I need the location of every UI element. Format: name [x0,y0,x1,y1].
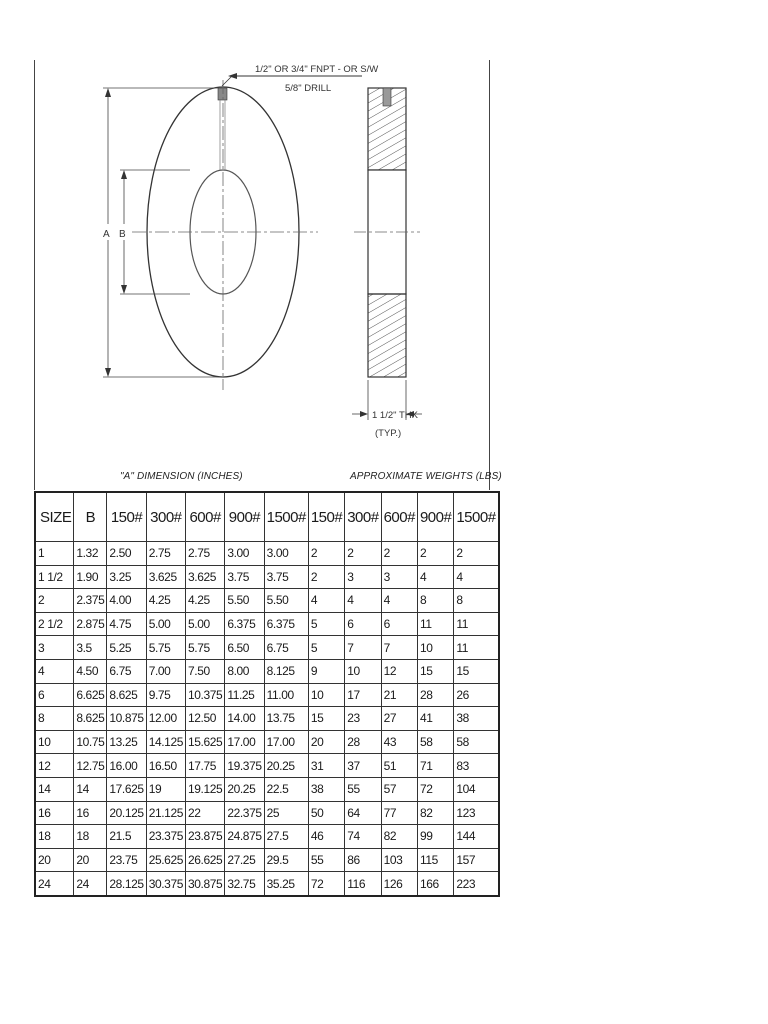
cell-a-150: 21.5 [107,825,146,849]
cell-weight-900: 4 [417,565,453,589]
cell-weight-1500: 26 [454,683,499,707]
table-row [35,777,499,801]
cell-a-150: 4.75 [107,612,146,636]
cell-a-900: 24.875 [225,825,264,849]
cell-weight-1500: 123 [454,801,499,825]
cell-weight-600: 82 [381,825,417,849]
cell-weight-1500: 104 [454,777,499,801]
typical-note: (TYP.) [375,428,402,439]
cell-a-300: 12.00 [146,707,185,731]
cell-weight-150: 5 [308,636,344,660]
cell-a-600: 5.75 [186,636,225,660]
cell-a-600: 22 [186,801,225,825]
table-row [35,565,499,589]
cell-weight-1500: 2 [454,542,499,566]
cell-weight-1500: 4 [454,565,499,589]
side-view-lower-section [368,294,406,377]
cell-weight-300: 6 [345,612,381,636]
cell-a-600: 2.75 [186,542,225,566]
table-row [35,589,499,613]
cell-weight-600: 43 [381,730,417,754]
cell-weight-300: 23 [345,707,381,731]
cell-weight-900: 115 [417,848,453,872]
cell-a-900: 19.375 [225,754,264,778]
cell-weight-1500: 8 [454,589,499,613]
cell-a-600: 26.625 [186,848,225,872]
table-row [35,683,499,707]
cell-weight-300: 17 [345,683,381,707]
cell-weight-600: 57 [381,777,417,801]
cell-a-1500: 25 [264,801,308,825]
cell-a-150: 6.75 [107,659,146,683]
cell-a-150: 16.00 [107,754,146,778]
cell-a-1500: 13.75 [264,707,308,731]
cell-weight-150: 31 [308,754,344,778]
cell-b: 2.875 [74,612,107,636]
cell-weight-150: 10 [308,683,344,707]
cell-weight-150: 4 [308,589,344,613]
cell-a-1500: 35.25 [264,872,308,896]
cell-a-900: 8.00 [225,659,264,683]
header-a-1500: 1500# [264,492,308,542]
dimension-weight-table [34,491,500,897]
cell-b: 10.75 [74,730,107,754]
cell-weight-300: 74 [345,825,381,849]
cell-weight-900: 10 [417,636,453,660]
cell-b: 2.375 [74,589,107,613]
cell-a-150: 17.625 [107,777,146,801]
table-body [35,542,499,896]
cell-size: 1 [35,542,74,566]
cell-a-600: 17.75 [186,754,225,778]
cell-weight-600: 2 [381,542,417,566]
cell-a-1500: 20.25 [264,754,308,778]
cell-b: 1.32 [74,542,107,566]
cell-weight-600: 126 [381,872,417,896]
header-a-150: 150# [107,492,146,542]
cell-weight-300: 2 [345,542,381,566]
cell-weight-300: 4 [345,589,381,613]
cell-a-1500: 3.00 [264,542,308,566]
cell-weight-150: 46 [308,825,344,849]
cell-size: 24 [35,872,74,896]
table-row [35,636,499,660]
cell-size: 2 [35,589,74,613]
cell-weight-1500: 15 [454,659,499,683]
cell-weight-150: 9 [308,659,344,683]
cell-size: 16 [35,801,74,825]
cell-weight-600: 77 [381,801,417,825]
cell-weight-1500: 223 [454,872,499,896]
cell-size: 1 1/2 [35,565,74,589]
table-row [35,730,499,754]
cell-a-300: 4.25 [146,589,185,613]
cell-a-300: 23.375 [146,825,185,849]
cell-a-900: 5.50 [225,589,264,613]
cell-weight-900: 166 [417,872,453,896]
cell-weight-150: 2 [308,565,344,589]
cell-a-300: 5.00 [146,612,185,636]
table-row [35,659,499,683]
cell-weight-1500: 144 [454,825,499,849]
cell-weight-150: 38 [308,777,344,801]
cell-a-1500: 22.5 [264,777,308,801]
cell-a-150: 28.125 [107,872,146,896]
cell-b: 4.50 [74,659,107,683]
cell-weight-150: 15 [308,707,344,731]
cell-a-1500: 29.5 [264,848,308,872]
cell-weight-150: 2 [308,542,344,566]
cell-b: 18 [74,825,107,849]
cell-a-600: 19.125 [186,777,225,801]
header-size: SIZE [35,492,74,542]
cell-weight-600: 3 [381,565,417,589]
cell-b: 16 [74,801,107,825]
cell-a-600: 3.625 [186,565,225,589]
cell-a-600: 15.625 [186,730,225,754]
cell-a-150: 13.25 [107,730,146,754]
cell-size: 3 [35,636,74,660]
cell-size: 4 [35,659,74,683]
header-weight-300: 300# [345,492,381,542]
table-row [35,707,499,731]
cell-weight-300: 3 [345,565,381,589]
cell-a-1500: 11.00 [264,683,308,707]
cell-size: 6 [35,683,74,707]
cell-a-150: 3.25 [107,565,146,589]
cell-a-300: 2.75 [146,542,185,566]
cell-a-1500: 17.00 [264,730,308,754]
table-row [35,612,499,636]
cell-a-300: 5.75 [146,636,185,660]
thickness-note: 1 1/2" THK [372,410,418,421]
cell-a-300: 19 [146,777,185,801]
cell-weight-600: 27 [381,707,417,731]
cell-a-1500: 5.50 [264,589,308,613]
cell-a-150: 10.875 [107,707,146,731]
cell-a-900: 32.75 [225,872,264,896]
header-weight-150: 150# [308,492,344,542]
cell-weight-150: 20 [308,730,344,754]
header-weight-1500: 1500# [454,492,499,542]
cell-weight-1500: 11 [454,636,499,660]
cell-a-1500: 6.75 [264,636,308,660]
cell-weight-1500: 11 [454,612,499,636]
cell-a-900: 3.75 [225,565,264,589]
cell-b: 1.90 [74,565,107,589]
cell-weight-1500: 38 [454,707,499,731]
cell-a-150: 8.625 [107,683,146,707]
cell-weight-600: 103 [381,848,417,872]
table-row [35,801,499,825]
cell-size: 2 1/2 [35,612,74,636]
cell-weight-900: 15 [417,659,453,683]
cell-weight-300: 28 [345,730,381,754]
cell-size: 20 [35,848,74,872]
cell-a-150: 20.125 [107,801,146,825]
cell-a-600: 30.875 [186,872,225,896]
cell-weight-1500: 83 [454,754,499,778]
cell-size: 14 [35,777,74,801]
cell-a-600: 7.50 [186,659,225,683]
a-dimension-heading: "A" DIMENSION (INCHES) [120,471,243,482]
cell-weight-900: 72 [417,777,453,801]
approximate-weights-heading: APPROXIMATE WEIGHTS (LBS) [350,471,502,482]
cell-weight-900: 82 [417,801,453,825]
dimension-b-label: B [119,229,126,240]
table-row [35,872,499,896]
cell-a-300: 21.125 [146,801,185,825]
cell-weight-300: 86 [345,848,381,872]
cell-size: 8 [35,707,74,731]
table-row [35,825,499,849]
cell-weight-150: 55 [308,848,344,872]
cell-a-900: 17.00 [225,730,264,754]
cell-weight-1500: 157 [454,848,499,872]
header-a-900: 900# [225,492,264,542]
cell-a-600: 23.875 [186,825,225,849]
cell-weight-300: 55 [345,777,381,801]
header-a-600: 600# [186,492,225,542]
cell-weight-900: 71 [417,754,453,778]
cell-a-150: 4.00 [107,589,146,613]
cell-a-150: 23.75 [107,848,146,872]
cell-weight-600: 51 [381,754,417,778]
cell-weight-600: 4 [381,589,417,613]
cell-b: 8.625 [74,707,107,731]
cell-weight-600: 21 [381,683,417,707]
table-header-row [35,492,499,542]
cell-a-900: 20.25 [225,777,264,801]
cell-weight-900: 8 [417,589,453,613]
cell-weight-300: 7 [345,636,381,660]
cell-a-900: 11.25 [225,683,264,707]
cell-b: 6.625 [74,683,107,707]
tap-hole [218,88,227,100]
header-weight-900: 900# [417,492,453,542]
cell-weight-900: 11 [417,612,453,636]
cell-weight-300: 10 [345,659,381,683]
cell-b: 24 [74,872,107,896]
cell-weight-600: 7 [381,636,417,660]
cell-a-150: 2.50 [107,542,146,566]
cell-a-600: 10.375 [186,683,225,707]
table-row [35,848,499,872]
cell-a-1500: 6.375 [264,612,308,636]
cell-size: 10 [35,730,74,754]
cell-b: 3.5 [74,636,107,660]
header-a-300: 300# [146,492,185,542]
table-row [35,754,499,778]
cell-weight-900: 58 [417,730,453,754]
cell-weight-600: 6 [381,612,417,636]
cell-size: 18 [35,825,74,849]
cell-a-300: 25.625 [146,848,185,872]
cell-a-900: 14.00 [225,707,264,731]
cell-a-900: 22.375 [225,801,264,825]
cell-a-600: 12.50 [186,707,225,731]
orifice-plate-drawing [0,0,768,470]
table-row [35,542,499,566]
cell-a-300: 16.50 [146,754,185,778]
cell-weight-300: 116 [345,872,381,896]
drill-note: 5/8" DRILL [285,83,332,94]
cell-a-900: 6.50 [225,636,264,660]
cell-a-900: 6.375 [225,612,264,636]
cell-weight-150: 72 [308,872,344,896]
cell-b: 14 [74,777,107,801]
header-weight-600: 600# [381,492,417,542]
cell-a-600: 5.00 [186,612,225,636]
cell-a-900: 27.25 [225,848,264,872]
cell-b: 12.75 [74,754,107,778]
cell-weight-150: 5 [308,612,344,636]
cell-size: 12 [35,754,74,778]
pipe-connection-note: 1/2" OR 3/4" FNPT - OR S/W [255,64,379,75]
cell-a-1500: 27.5 [264,825,308,849]
cell-a-900: 3.00 [225,542,264,566]
cell-weight-300: 64 [345,801,381,825]
cell-a-300: 9.75 [146,683,185,707]
cell-weight-900: 41 [417,707,453,731]
dimension-a-label: A [103,229,110,240]
cell-weight-900: 28 [417,683,453,707]
header-b: B [74,492,107,542]
cell-weight-900: 2 [417,542,453,566]
cell-weight-600: 12 [381,659,417,683]
cell-b: 20 [74,848,107,872]
cell-a-300: 14.125 [146,730,185,754]
cell-a-150: 5.25 [107,636,146,660]
cell-a-1500: 3.75 [264,565,308,589]
cell-a-300: 7.00 [146,659,185,683]
cell-a-600: 4.25 [186,589,225,613]
cell-weight-300: 37 [345,754,381,778]
cell-weight-900: 99 [417,825,453,849]
cell-weight-1500: 58 [454,730,499,754]
cell-a-1500: 8.125 [264,659,308,683]
cell-a-300: 30.375 [146,872,185,896]
cell-a-300: 3.625 [146,565,185,589]
cell-weight-150: 50 [308,801,344,825]
